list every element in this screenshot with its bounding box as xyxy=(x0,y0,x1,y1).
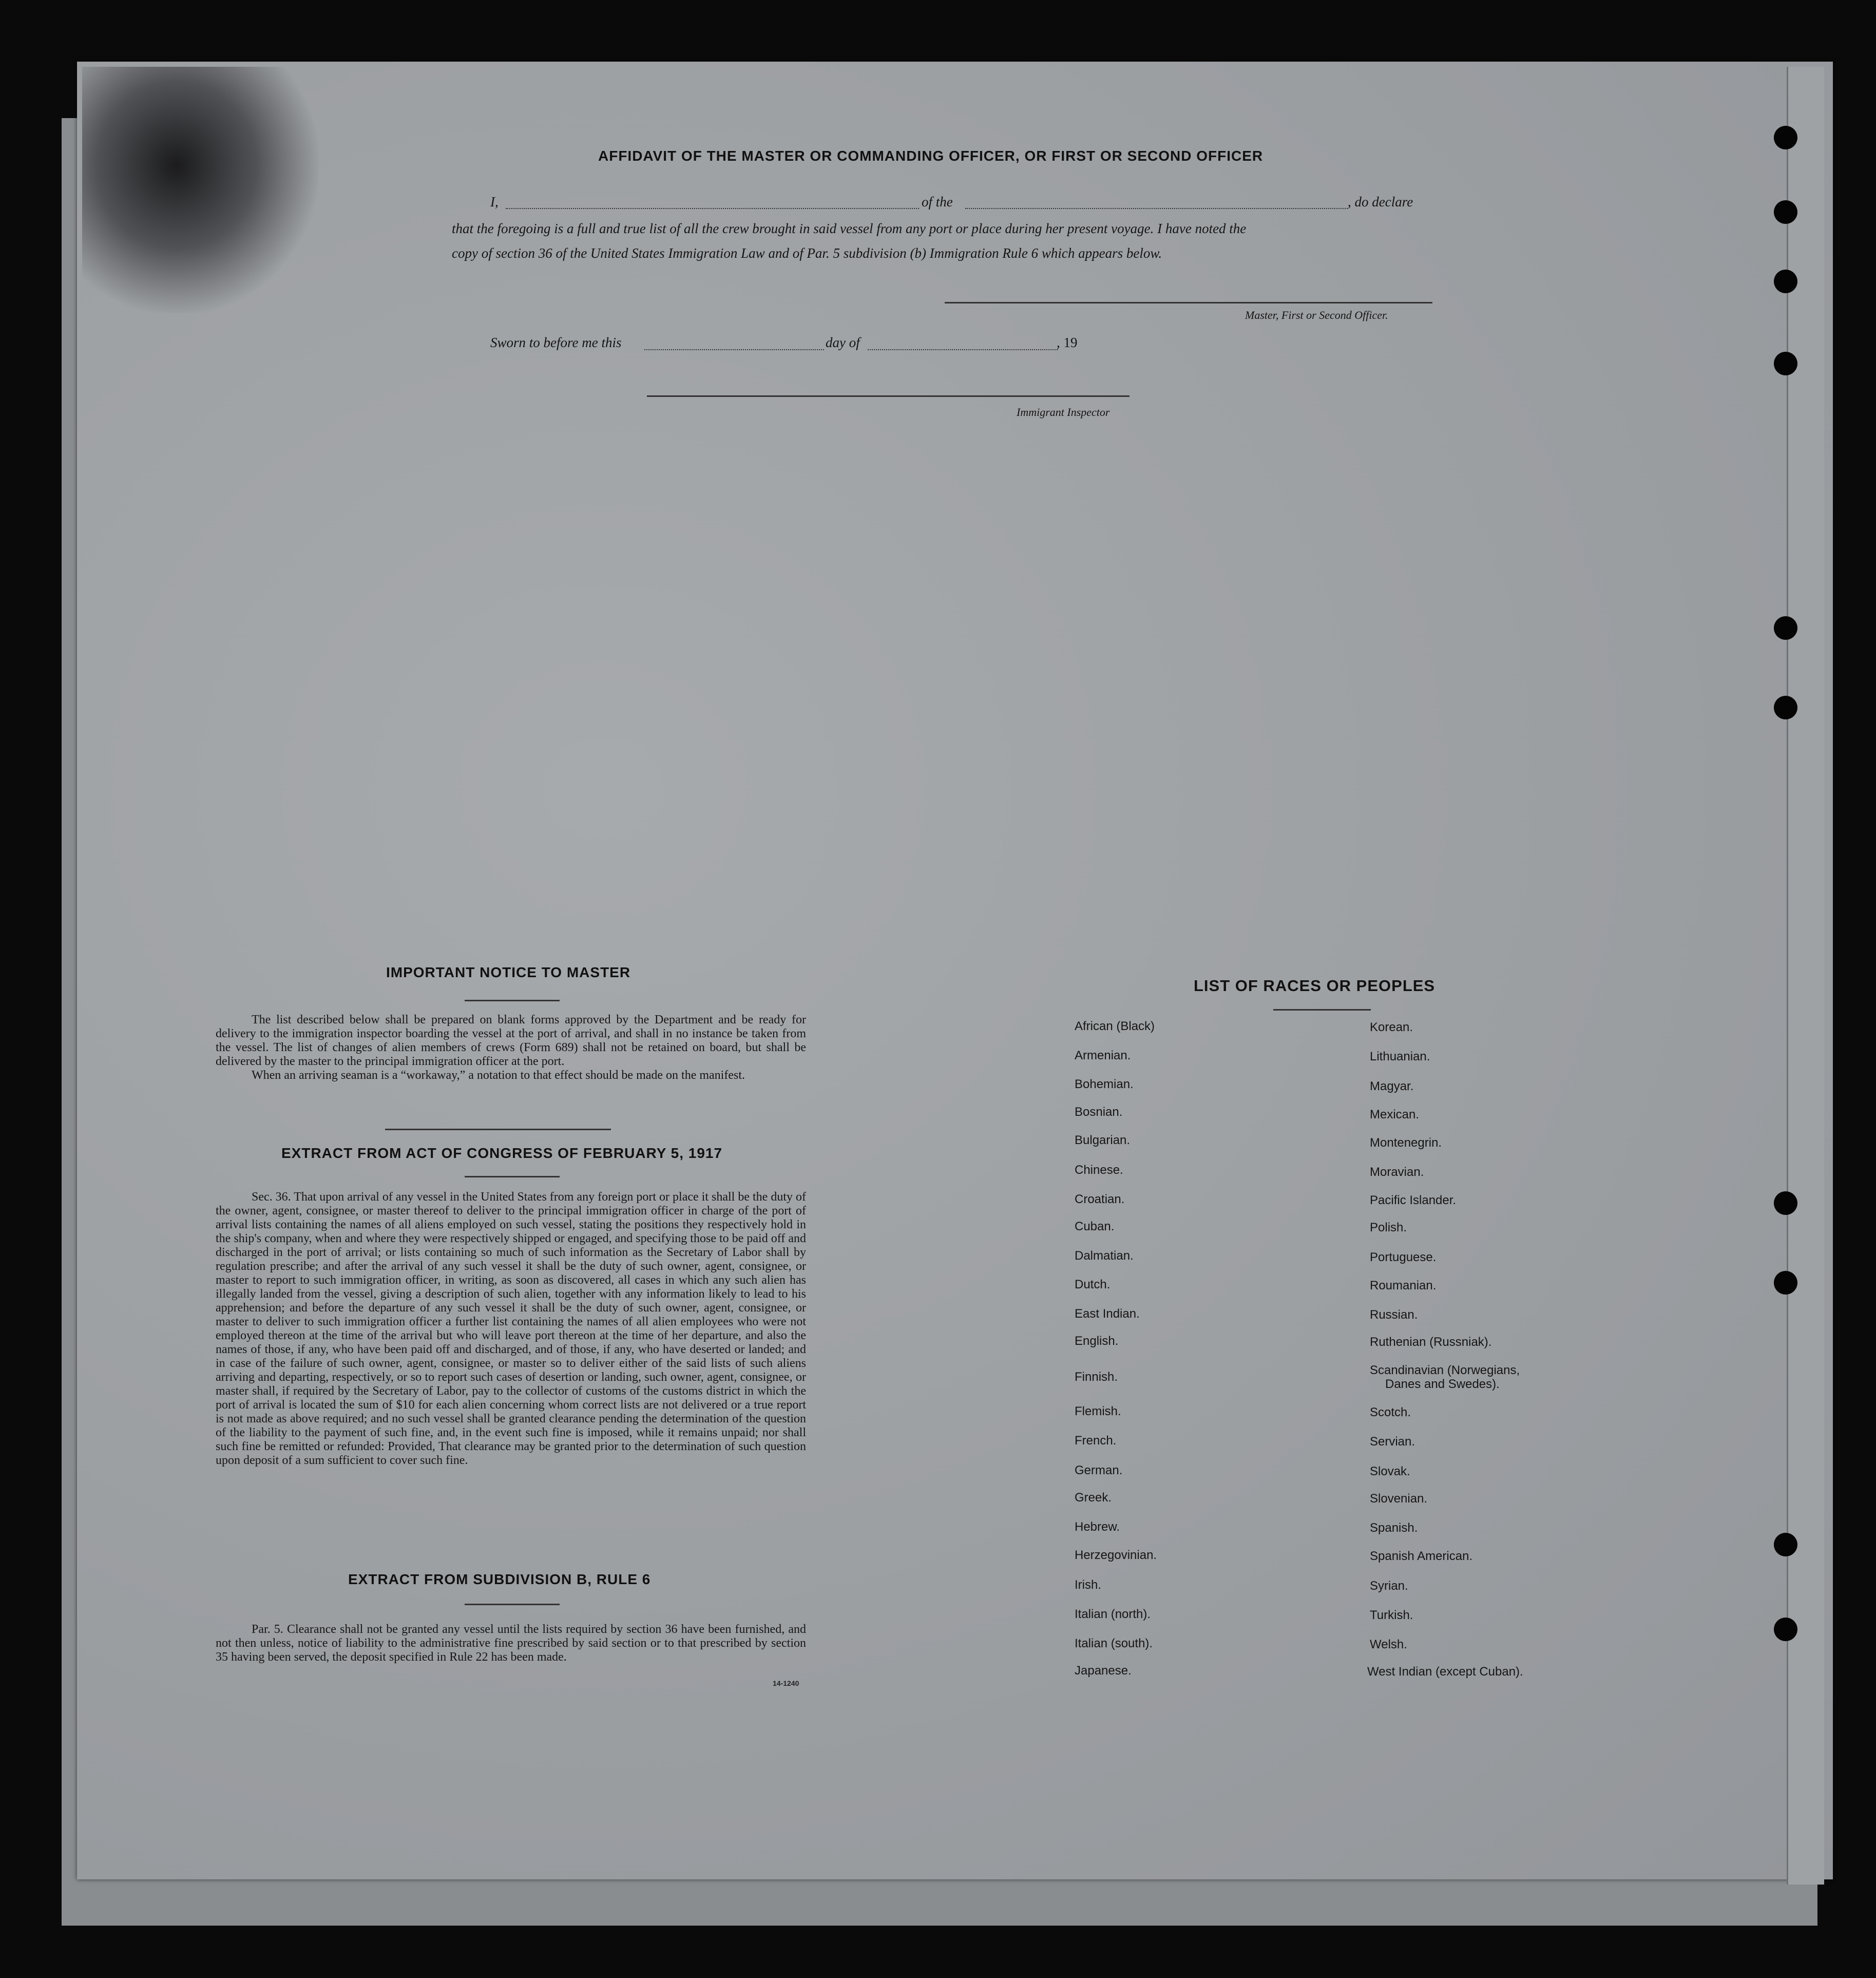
race-item: Bulgarian. xyxy=(1075,1133,1131,1147)
master-label: Master, First or Second Officer. xyxy=(1245,309,1388,321)
form-number: 14-1240 xyxy=(773,1679,799,1687)
binder-hole-icon xyxy=(1774,616,1797,640)
race-item: Scotch. xyxy=(1370,1405,1411,1419)
affidavit-declare: , do declare xyxy=(1348,194,1413,210)
race-item: Finnish. xyxy=(1075,1370,1118,1384)
race-item: Japanese. xyxy=(1075,1664,1132,1678)
races-rule xyxy=(1273,1009,1371,1011)
day-of-label: day of xyxy=(826,335,860,350)
race-item: African (Black) xyxy=(1075,1019,1155,1033)
notice-text xyxy=(216,1013,806,1082)
race-item: Bohemian. xyxy=(1075,1077,1134,1091)
race-item: Portuguese. xyxy=(1370,1250,1437,1264)
race-item: East Indian. xyxy=(1075,1307,1140,1321)
race-item: Spanish American. xyxy=(1370,1549,1473,1563)
race-item: Moravian. xyxy=(1370,1165,1424,1179)
vessel-blank[interactable] xyxy=(965,208,1348,209)
name-blank[interactable] xyxy=(506,208,919,209)
binder-hole-icon xyxy=(1774,696,1797,719)
race-item: Scandinavian (Norwegians, xyxy=(1370,1363,1520,1377)
race-item: Turkish. xyxy=(1370,1608,1413,1622)
race-item: Montenegrin. xyxy=(1370,1136,1442,1150)
binder-hole-icon xyxy=(1774,270,1797,293)
inspector-signature-line[interactable] xyxy=(647,395,1130,397)
act-title: EXTRACT FROM ACT OF CONGRESS OF FEBRUARY 5, 1917 xyxy=(281,1145,723,1161)
affidavit-of-the: of the xyxy=(922,194,953,210)
affidavit-title: AFFIDAVIT OF THE MASTER OR COMMANDING OFFICER, OR FIRST OR SECOND OFFICER xyxy=(598,148,1264,164)
notice-paragraph-1: The list described below shall be prepared on blank forms approved by the Department and be ready for delivery to the immigration inspector boarding the vessel at the port of arrival, and shall in no instance be taken from the vessel. The list of changes of alien members of crews (Form 689) shall not be retained on board, but shall be delivered by the master to the principal immigration officer at the port. xyxy=(216,1013,806,1068)
sworn-day-blank[interactable] xyxy=(644,349,824,350)
rule-text xyxy=(216,1623,806,1664)
race-item: English. xyxy=(1075,1334,1119,1348)
race-item: Korean. xyxy=(1370,1020,1413,1034)
race-item: Magyar. xyxy=(1370,1079,1414,1093)
race-item: Roumanian. xyxy=(1370,1279,1437,1292)
race-item: Croatian. xyxy=(1075,1192,1125,1206)
sworn-month-blank[interactable] xyxy=(868,349,1058,350)
race-item: Armenian. xyxy=(1075,1049,1131,1062)
race-item: German. xyxy=(1075,1463,1123,1477)
race-item: Russian. xyxy=(1370,1308,1418,1322)
race-item: Spanish. xyxy=(1370,1521,1418,1535)
race-item: French. xyxy=(1075,1434,1117,1448)
race-item: Italian (north). xyxy=(1075,1607,1151,1621)
race-item: Slovenian. xyxy=(1370,1492,1428,1506)
binder-hole-icon xyxy=(1774,1271,1797,1295)
notice-paragraph-2: When an arriving seaman is a “workaway,” a notation to that effect should be made on the manifest. xyxy=(252,1069,745,1082)
notice-rule xyxy=(465,1000,560,1001)
affidavit-line2: that the foregoing is a full and true list of all the crew brought in said vessel from any port or place during her present voyage. I have noted the xyxy=(452,221,1247,236)
act-paragraph: Sec. 36. That upon arrival of any vessel in the United States from any foreign port or place it shall be the duty of the owner, agent, consignee, or master thereof to deliver to the principal immigration officer in charge of the port of arrival lists containing the names of all aliens employed on such vessel, stating the positions they respectively hold in the ship's company, when and where they were respectively shipped or engaged, and specifying those to be paid off and discharged in the port of arrival; or lists containing so much of such information as the Secretary of Labor shall by regulation prescribe; and after the arrival of any such vessel it shall be the duty of such owner, agent, consignee, or master to report to such immigration officer, in writing, as soon as discovered, all cases in which any such alien has illegally landed from the vessel, giving a description of such alien, together with any information likely to lead to his apprehension; and before the departure of any such vessel it shall be the duty of such owner, agent, consignee, or master to deliver to such immigration officer a further list containing the names of all alien employees who were not employed thereon at the time of the arrival but who will leave port thereon at the time of her departure, and also the names of those, if any, who have been paid off and discharged, and of those, if any, who have deserted or landed; and in case of the failure of such owner, agent, consignee, or master so to deliver either of the said lists of such aliens arriving and departing, respectively, or so to report such cases of desertion or landing, such owner, agent, consignee, or master shall, if required by the Secretary of Labor, pay to the collector of customs of the customs district in which the port of arrival is located the sum of $10 for each alien concerning whom correct lists are not delivered or a true report is not made as above required; and no such vessel shall be granted clearance pending the determination of the question of the liability to the payment of such fine, and, in the event such fine is imposed, while it remains unpaid; nor shall such fine be remitted or refunded: Provided, That clearance may be granted prior to the determination of such question upon deposit of a sum sufficient to cover such fine. xyxy=(216,1190,806,1467)
race-item: West Indian (except Cuban). xyxy=(1367,1665,1523,1679)
dark-smudge xyxy=(82,67,318,313)
master-signature-line[interactable] xyxy=(945,302,1432,303)
act-text xyxy=(216,1190,806,1468)
rule-rule xyxy=(465,1604,560,1605)
race-item: Danes and Swedes). xyxy=(1385,1377,1500,1391)
document-page xyxy=(77,62,1833,1879)
race-item: Bosnian. xyxy=(1075,1105,1123,1119)
binder-hole-icon xyxy=(1774,352,1797,375)
race-item: Italian (south). xyxy=(1075,1637,1153,1650)
race-item: Polish. xyxy=(1370,1221,1407,1234)
race-item: Irish. xyxy=(1075,1578,1102,1592)
race-item: Greek. xyxy=(1075,1491,1112,1505)
race-item: Slovak. xyxy=(1370,1465,1410,1478)
binder-hole-icon xyxy=(1774,200,1797,224)
notice-divider xyxy=(385,1129,611,1130)
binder-strip xyxy=(1787,67,1824,1885)
race-item: Mexican. xyxy=(1370,1108,1420,1121)
affidavit-line3: copy of section 36 of the United States Immigration Law and of Par. 5 subdivision (b) Immigration Rule 6 which appears below. xyxy=(452,245,1162,261)
act-rule xyxy=(465,1176,560,1177)
race-item: Syrian. xyxy=(1370,1579,1408,1593)
binder-hole-icon xyxy=(1774,126,1797,149)
binder-hole-icon xyxy=(1774,1533,1797,1556)
race-item: Hebrew. xyxy=(1075,1520,1120,1534)
inspector-label: Immigrant Inspector xyxy=(1017,406,1110,419)
sworn-label: Sworn to before me this xyxy=(490,335,622,350)
race-item: Herzegovinian. xyxy=(1075,1548,1157,1562)
rule-paragraph: Par. 5. Clearance shall not be granted any vessel until the lists required by section 36 have been furnished, and not then unless, notice of liability to the administrative fine prescribed by said section or to that prescribed by section 35 having been served, the deposit specified in Rule 22 has been made. xyxy=(216,1623,806,1664)
binder-hole-icon xyxy=(1774,1618,1797,1641)
race-item: Cuban. xyxy=(1075,1220,1115,1233)
race-item: Dutch. xyxy=(1075,1278,1111,1291)
races-title: LIST OF RACES OR PEOPLES xyxy=(1194,977,1435,995)
race-item: Dalmatian. xyxy=(1075,1249,1134,1263)
notice-title: IMPORTANT NOTICE TO MASTER xyxy=(386,964,631,980)
race-item: Flemish. xyxy=(1075,1404,1121,1418)
race-item: Welsh. xyxy=(1370,1638,1407,1651)
binder-hole-icon xyxy=(1774,1191,1797,1215)
rule-title: EXTRACT FROM SUBDIVISION B, RULE 6 xyxy=(348,1571,651,1587)
race-item: Pacific Islander. xyxy=(1370,1193,1457,1207)
race-item: Servian. xyxy=(1370,1435,1415,1449)
year-prefix: , 19 xyxy=(1057,335,1078,350)
affidavit-i: I, xyxy=(490,194,499,210)
race-item: Ruthenian (Russniak). xyxy=(1370,1335,1492,1349)
race-item: Lithuanian. xyxy=(1370,1050,1430,1063)
race-item: Chinese. xyxy=(1075,1163,1123,1177)
